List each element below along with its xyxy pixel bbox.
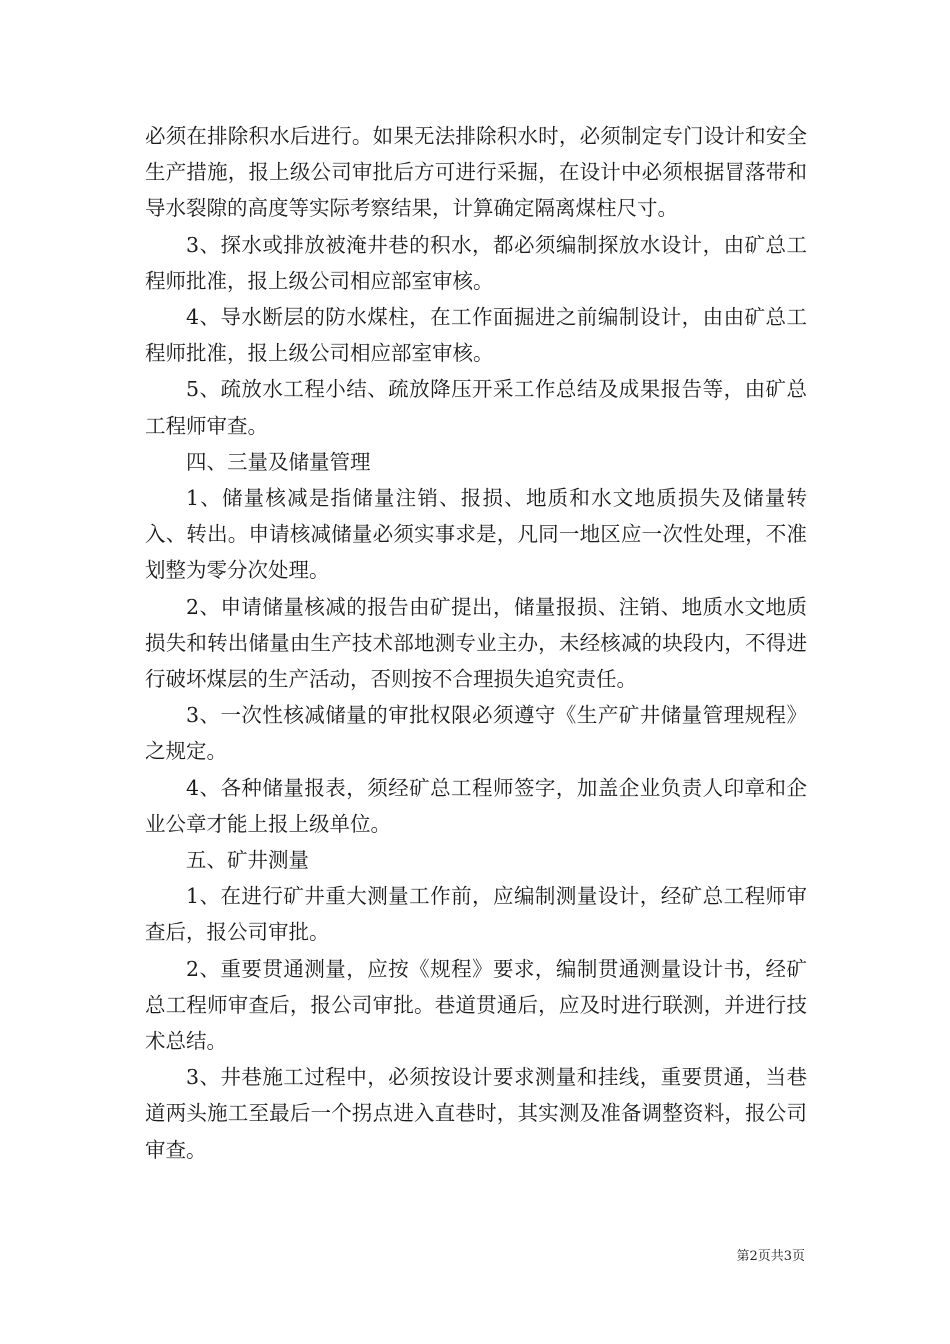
paragraph: 3、一次性核减储量的审批权限必须遵守《生产矿井储量管理规程》之规定。 <box>145 703 807 764</box>
paragraph: 5、疏放水工程小结、疏放降压开采工作总结及成果报告等，由矿总工程师审查。 <box>145 377 807 438</box>
paragraph: 3、探水或排放被淹井巷的积水，都必须编制探放水设计，由矿总工程师批准，报上级公司相应部室审核。 <box>145 232 807 293</box>
paragraph: 1、在进行矿井重大测量工作前，应编制测量设计，经矿总工程师审查后，报公司审批。 <box>145 884 807 945</box>
section-heading: 五、矿井测量 <box>186 848 309 873</box>
paragraph: 2、申请储量核减的报告由矿提出，储量报损、注销、地质水文地质损失和转出储量由生产技术部地测专业主办，未经核减的块段内，不得进行破坏煤层的生产活动，否则按不合理损失追究责任。 <box>145 594 807 692</box>
paragraph: 4、各种储量报表，须经矿总工程师签字，加盖企业负责人印章和企业公章才能上报上级单位。 <box>145 775 807 836</box>
paragraph: 3、井巷施工过程中，必须按设计要求测量和挂线，重要贯通，当巷道两头施工至最后一个拐点进入直巷时，其实测及准备调整资料，报公司审查。 <box>145 1065 807 1162</box>
document-body <box>145 118 807 1168</box>
paragraph: 2、重要贯通测量，应按《规程》要求，编制贯通测量设计书，经矿总工程师审查后，报公司审批。巷道贯通后，应及时进行联测，并进行技术总结。 <box>145 956 807 1054</box>
paragraph: 必须在排除积水后进行。如果无法排除积水时，必须制定专门设计和安全生产措施，报上级公司审批后方可进行采掘，在设计中必须根据冒落带和导水裂隙的高度等实际考察结果，计算确定隔离煤柱尺寸。 <box>145 124 807 221</box>
section-heading: 四、三量及储量管理 <box>186 449 371 474</box>
paragraph: 4、导水断层的防水煤柱，在工作面掘进之前编制设计，由由矿总工程师批准，报上级公司相应部室审核。 <box>145 305 807 366</box>
paragraph: 1、储量核减是指储量注销、报损、地质和水文地质损失及储量转入、转出。申请核减储量必须实事求是，凡同一地区应一次性处理，不准划整为零分次处理。 <box>145 486 807 583</box>
page-number-footer: 第2页共3页 <box>736 1249 805 1264</box>
